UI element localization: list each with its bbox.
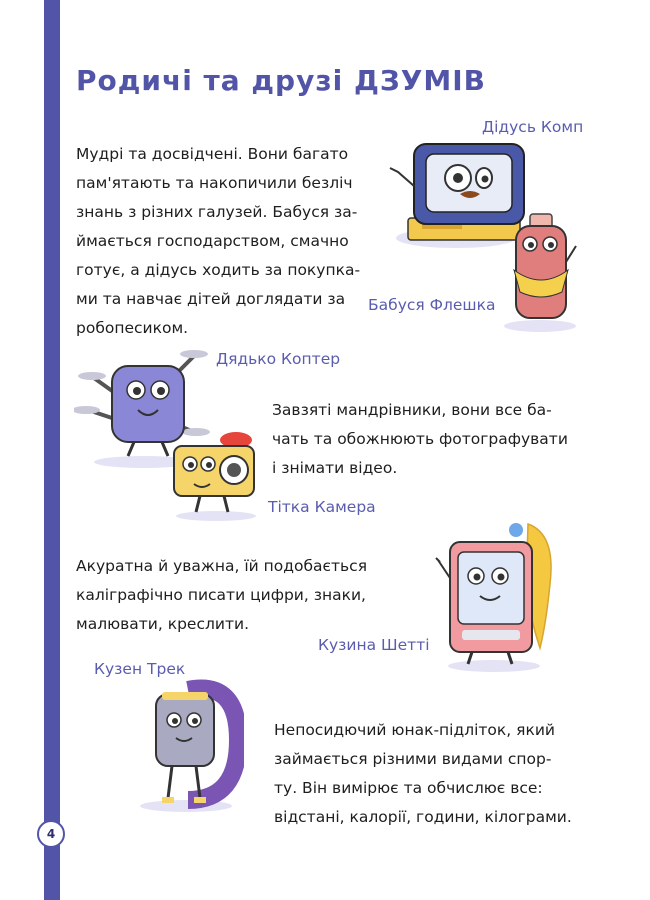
name-cousin-shetti: Кузина Шетті (318, 636, 430, 654)
name-grandma-fleshka: Бабуся Флешка (368, 296, 496, 314)
grandparents-description (76, 140, 372, 343)
name-grandpa-komp: Дідусь Комп (482, 118, 584, 136)
text-line: Непосидючий юнак-підліток, який (274, 721, 555, 739)
page-number: 4 (37, 820, 65, 848)
grandma-flashdrive-illustration (500, 212, 580, 336)
text-line: знань з різних галузей. Бабуся за- (76, 203, 358, 221)
cousin-tablet-illustration (432, 518, 560, 674)
text-line: малювати, креслити. (76, 615, 250, 633)
text-line: Мудрі та досвідчені. Вони багато (76, 145, 349, 163)
text-line: ту. Він вимірює та обчислює все: (274, 779, 543, 797)
text-line: пам'ятають та накопичили безліч (76, 174, 353, 192)
name-cousin-trek: Кузен Трек (94, 660, 186, 678)
text-line: Завзяті мандрівники, вони все ба- (272, 401, 552, 419)
text-line: відстані, калорії, години, кілограми. (274, 808, 572, 826)
text-line: і знімати відео. (272, 459, 398, 477)
text-line: ймається господарством, смачно (76, 232, 349, 250)
cousin-tracker-illustration (132, 676, 244, 814)
text-line: чать та обожнюють фотографувати (272, 430, 568, 448)
cousin-shetti-description (76, 552, 392, 639)
text-line: робопесиком. (76, 319, 189, 337)
text-line: займається різними видами спор- (274, 750, 552, 768)
text-line: готує, а дідусь ходить за покупка- (76, 261, 361, 279)
page-title: Родичі та друзі ДЗУМІВ (76, 64, 486, 97)
travelers-description (272, 396, 590, 483)
sidebar-bar (44, 0, 60, 900)
name-aunt-kamera: Тітка Камера (268, 498, 376, 516)
cousin-trek-description (274, 716, 590, 832)
text-line: Акуратна й уважна, їй подобається (76, 557, 368, 575)
text-line: каліграфічно писати цифри, знаки, (76, 586, 366, 604)
name-uncle-copter: Дядько Коптер (216, 350, 341, 368)
aunt-camera-illustration (170, 430, 262, 522)
text-line: ми та навчає дітей доглядати за (76, 290, 346, 308)
